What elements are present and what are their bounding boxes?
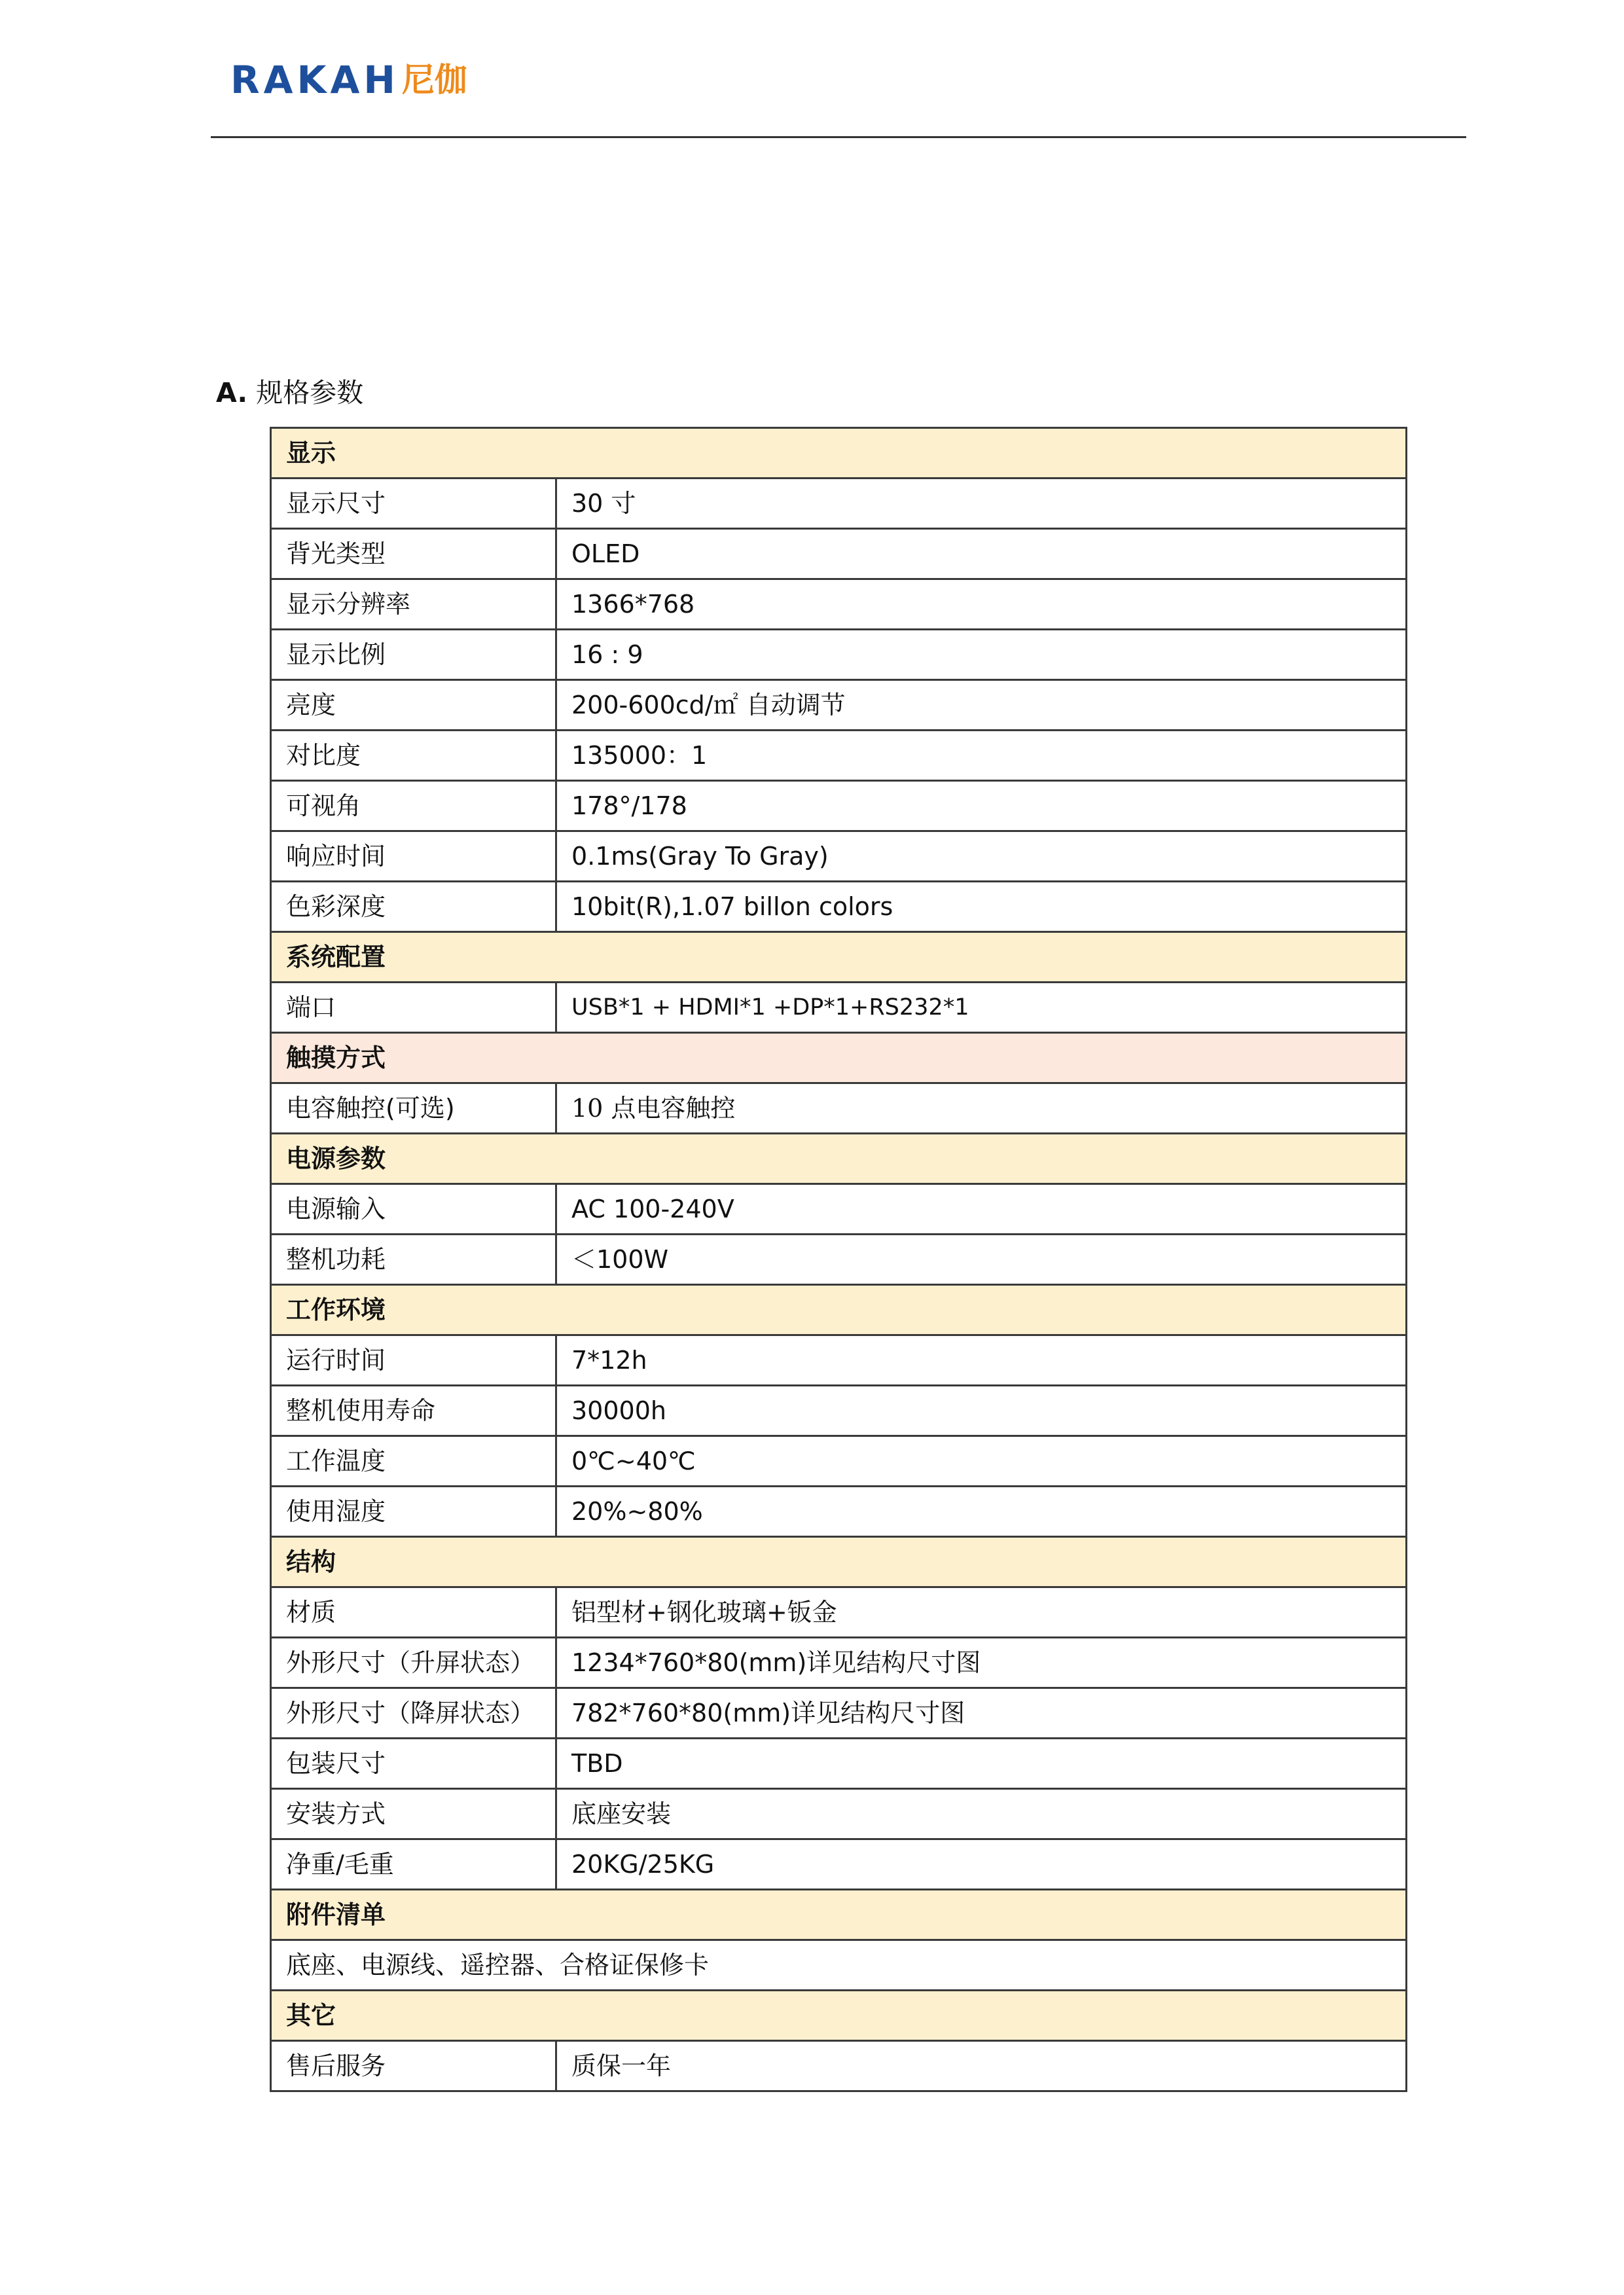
spec-value: 135000：1: [556, 731, 1407, 781]
logo-wordmark: RAKAH: [230, 58, 399, 102]
spec-label: 色彩深度: [271, 882, 556, 932]
table-row: [271, 781, 1407, 831]
spec-value: OLED: [556, 529, 1407, 579]
table-row: [271, 1587, 1407, 1638]
spec-value: 200-600cd/㎡ 自动调节: [556, 680, 1407, 731]
spec-value: 20%~80%: [556, 1487, 1407, 1537]
section-prefix: A.: [216, 377, 248, 408]
section-title: 附件清单: [271, 1890, 1407, 1940]
accessories-list: 底座、电源线、遥控器、合格证保修卡: [271, 1940, 1407, 1991]
section-title: 系统配置: [271, 932, 1407, 983]
spec-value: 质保一年: [556, 2041, 1407, 2091]
section-row-environment: [271, 1285, 1407, 1335]
section-row-touch: [271, 1033, 1407, 1083]
spec-label: 响应时间: [271, 831, 556, 882]
spec-value: TBD: [556, 1739, 1407, 1789]
table-row: [271, 1688, 1407, 1739]
section-title: 规格参数: [256, 377, 364, 408]
spec-label: 亮度: [271, 680, 556, 731]
spec-value: 178°/178: [556, 781, 1407, 831]
spec-label: 材质: [271, 1587, 556, 1638]
spec-label: 电源输入: [271, 1184, 556, 1235]
spec-value: AC 100-240V: [556, 1184, 1407, 1235]
spec-value: 7*12h: [556, 1335, 1407, 1386]
table-row: [271, 680, 1407, 731]
table-row: [271, 579, 1407, 630]
header-divider: [211, 136, 1466, 138]
spec-table: [270, 427, 1407, 2092]
table-row: [271, 831, 1407, 882]
section-title: 其它: [271, 1991, 1407, 2041]
spec-value: USB*1 + HDMI*1 +DP*1+RS232*1: [556, 983, 1407, 1033]
table-row: [271, 1235, 1407, 1285]
spec-value: ＜100W: [556, 1235, 1407, 1285]
section-title: 触摸方式: [271, 1033, 1407, 1083]
spec-label: 运行时间: [271, 1335, 556, 1386]
spec-label: 背光类型: [271, 529, 556, 579]
spec-label: 外形尺寸（降屏状态）: [271, 1688, 556, 1739]
table-row: [271, 529, 1407, 579]
spec-label: 显示尺寸: [271, 479, 556, 529]
spec-label: 工作温度: [271, 1436, 556, 1487]
spec-value: 16 : 9: [556, 630, 1407, 680]
spec-value: 782*760*80(mm)详见结构尺寸图: [556, 1688, 1407, 1739]
section-row-other: [271, 1991, 1407, 2041]
table-row: [271, 1739, 1407, 1789]
table-row: [271, 630, 1407, 680]
spec-value: 10bit(R),1.07 billon colors: [556, 882, 1407, 932]
spec-label: 包装尺寸: [271, 1739, 556, 1789]
spec-value: 铝型材+钢化玻璃+钣金: [556, 1587, 1407, 1638]
table-row: [271, 1386, 1407, 1436]
spec-label: 净重/毛重: [271, 1839, 556, 1890]
table-row: [271, 1789, 1407, 1839]
spec-value: 10 点电容触控: [556, 1083, 1407, 1134]
table-row: [271, 1839, 1407, 1890]
spec-value: 30000h: [556, 1386, 1407, 1436]
spec-label: 整机使用寿命: [271, 1386, 556, 1436]
table-row: [271, 1638, 1407, 1688]
spec-label: 安装方式: [271, 1789, 556, 1839]
spec-label: 可视角: [271, 781, 556, 831]
table-row: [271, 731, 1407, 781]
table-row: [271, 983, 1407, 1033]
section-title: 显示: [271, 428, 1407, 479]
section-row-accessories: [271, 1890, 1407, 1940]
spec-value: 0℃~40℃: [556, 1436, 1407, 1487]
section-row-power: [271, 1134, 1407, 1184]
table-row: [271, 1436, 1407, 1487]
spec-value: 20KG/25KG: [556, 1839, 1407, 1890]
section-title: 工作环境: [271, 1285, 1407, 1335]
table-row: [271, 2041, 1407, 2091]
spec-label: 电容触控(可选): [271, 1083, 556, 1134]
table-row: [271, 1083, 1407, 1134]
section-title: 结构: [271, 1537, 1407, 1587]
brand-logo: [230, 58, 467, 102]
spec-label: 显示分辨率: [271, 579, 556, 630]
table-row: [271, 1335, 1407, 1386]
table-row: [271, 882, 1407, 932]
spec-label: 使用湿度: [271, 1487, 556, 1537]
section-heading: [216, 373, 363, 412]
spec-label: 外形尺寸（升屏状态）: [271, 1638, 556, 1688]
section-title: 电源参数: [271, 1134, 1407, 1184]
table-row: [271, 1184, 1407, 1235]
spec-label: 端口: [271, 983, 556, 1033]
table-row: [271, 479, 1407, 529]
spec-value: 1366*768: [556, 579, 1407, 630]
section-row-system: [271, 932, 1407, 983]
table-row: [271, 1487, 1407, 1537]
spec-value: 底座安装: [556, 1789, 1407, 1839]
spec-label: 对比度: [271, 731, 556, 781]
section-row-structure: [271, 1537, 1407, 1587]
spec-value: 1234*760*80(mm)详见结构尺寸图: [556, 1638, 1407, 1688]
spec-label: 整机功耗: [271, 1235, 556, 1285]
spec-value: 0.1ms(Gray To Gray): [556, 831, 1407, 882]
logo-chinese-name: 尼伽: [401, 61, 467, 99]
spec-label: 售后服务: [271, 2041, 556, 2091]
spec-label: 显示比例: [271, 630, 556, 680]
table-row: [271, 1940, 1407, 1991]
section-row-display: [271, 428, 1407, 479]
spec-value: 30 寸: [556, 479, 1407, 529]
